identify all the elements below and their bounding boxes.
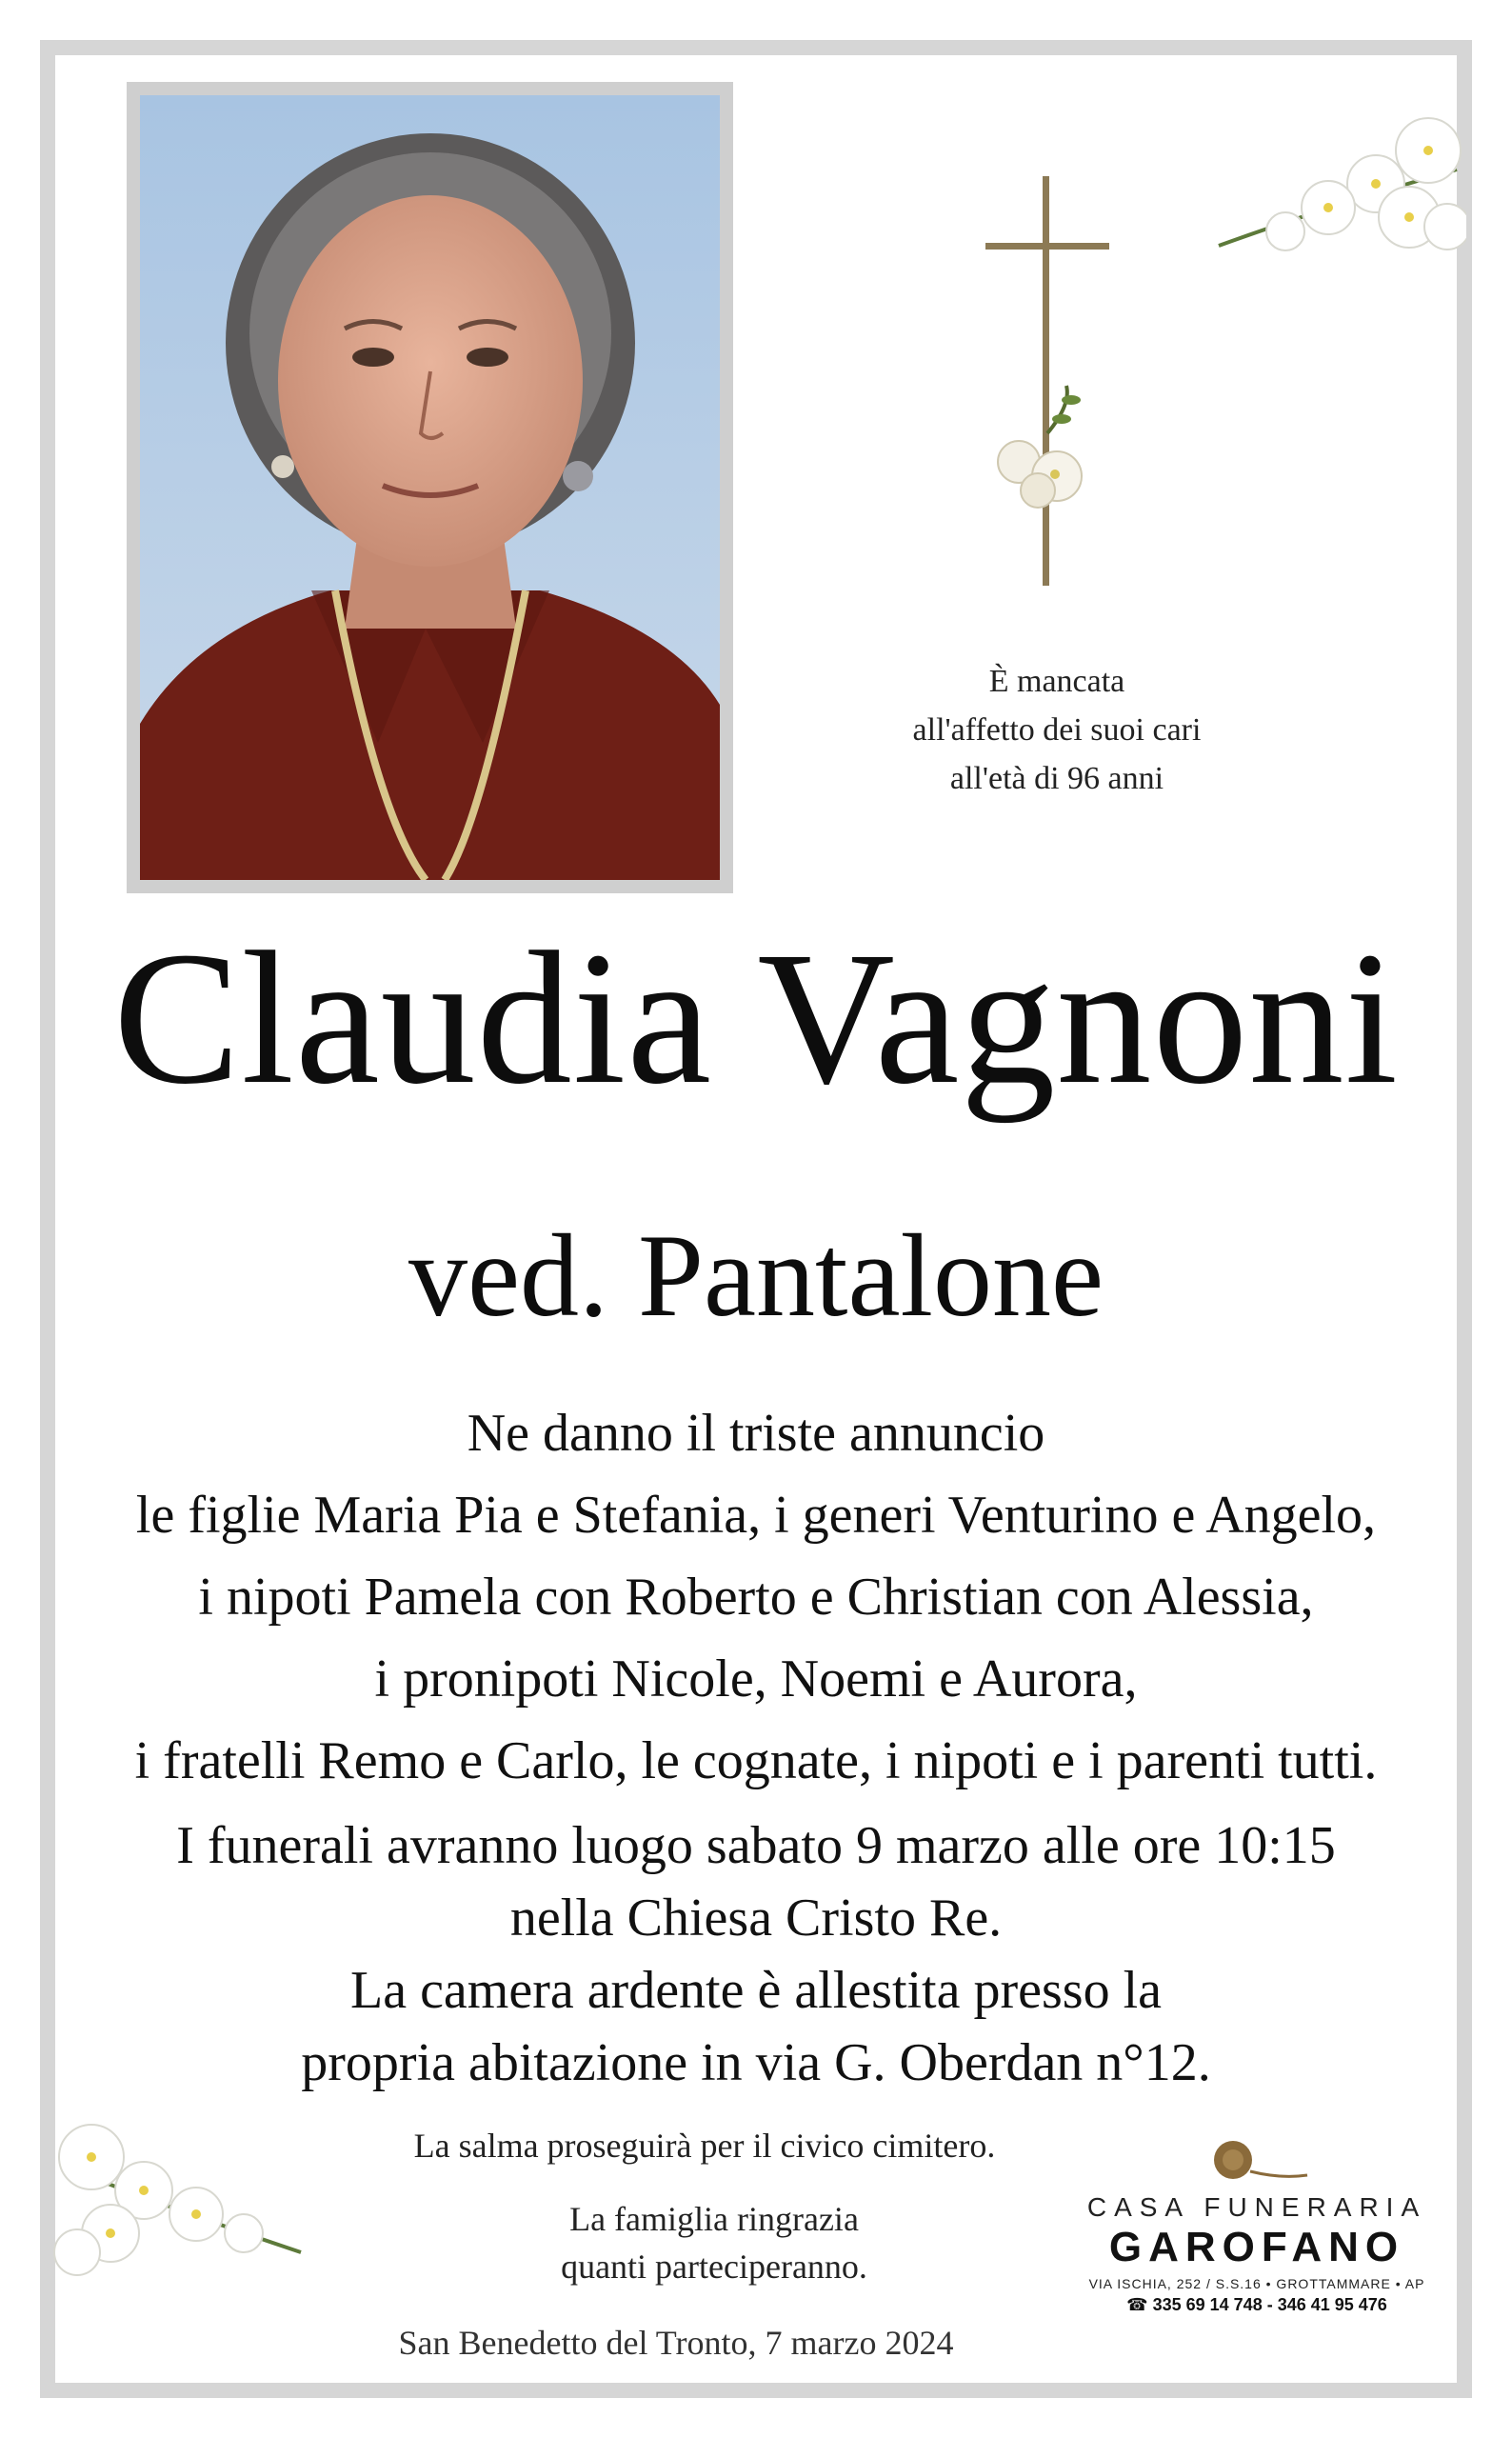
funeral-home-casa: CASA FUNERARIA: [1086, 2192, 1427, 2222]
funeral-home-name: GAROFANO: [1108, 2224, 1405, 2270]
intro-line: È mancata: [988, 664, 1125, 699]
announcement-line: Ne danno il triste annuncio: [467, 1404, 1045, 1463]
funeral-line: I funerali avranno luogo sabato 9 marzo alle ore 10:15: [176, 1816, 1336, 1875]
announcement-line: le figlie Maria Pia e Stefania, i generi Venturino e Angelo,: [135, 1486, 1377, 1545]
cross-icon: [981, 176, 1114, 586]
phone-numbers: 335 69 14 748 - 346 41 95 476: [1152, 2295, 1387, 2314]
intro-line: all'affetto dei suoi cari: [912, 712, 1202, 748]
announcement-line: i nipoti Pamela con Roberto e Christian con Alessia,: [198, 1568, 1314, 1627]
thanks-line: quanti parteciperanno.: [561, 2248, 867, 2286]
orchid-flowers-icon: [1209, 112, 1466, 303]
funeral-line: La camera ardente è allestita presso la: [350, 1961, 1162, 2020]
portrait-frame: [127, 82, 733, 893]
place-date: San Benedetto del Tronto, 7 marzo 2024: [398, 2324, 954, 2362]
burial-note: La salma proseguirà per il civico cimitero.: [413, 2127, 996, 2165]
funeral-info: [57, 1809, 1455, 2099]
announcement-line: i pronipoti Nicole, Noemi e Aurora,: [374, 1649, 1138, 1709]
funeral-home-address: VIA ISCHIA, 252 / S.S.16 • GROTTAMMARE • AP: [1088, 2276, 1425, 2291]
widow-of: ved. Pantalone: [408, 1210, 1104, 1341]
family-thanks: [476, 2195, 952, 2290]
funeral-home-logo: [1066, 2133, 1447, 2324]
phone-icon: ☎: [1126, 2295, 1153, 2314]
rose-icon: [1204, 2133, 1309, 2190]
intro-text: [838, 657, 1276, 803]
funeral-home-phones: [1066, 2295, 1447, 2315]
portrait-photo: [140, 95, 720, 880]
orchid-flowers-icon: [53, 2109, 310, 2300]
intro-line: all'età di 96 anni: [949, 761, 1164, 796]
funeral-line: nella Chiesa Cristo Re.: [509, 1888, 1003, 1948]
announcement-line: i fratelli Remo e Carlo, le cognate, i nipoti e i parenti tutti.: [134, 1731, 1378, 1790]
thanks-line: La famiglia ringrazia: [569, 2200, 859, 2238]
deceased-name: Claudia Vagnoni: [112, 913, 1400, 1124]
funeral-line: propria abitazione in via G. Oberdan n°12.: [301, 2033, 1211, 2092]
announcement: [57, 1392, 1455, 1802]
